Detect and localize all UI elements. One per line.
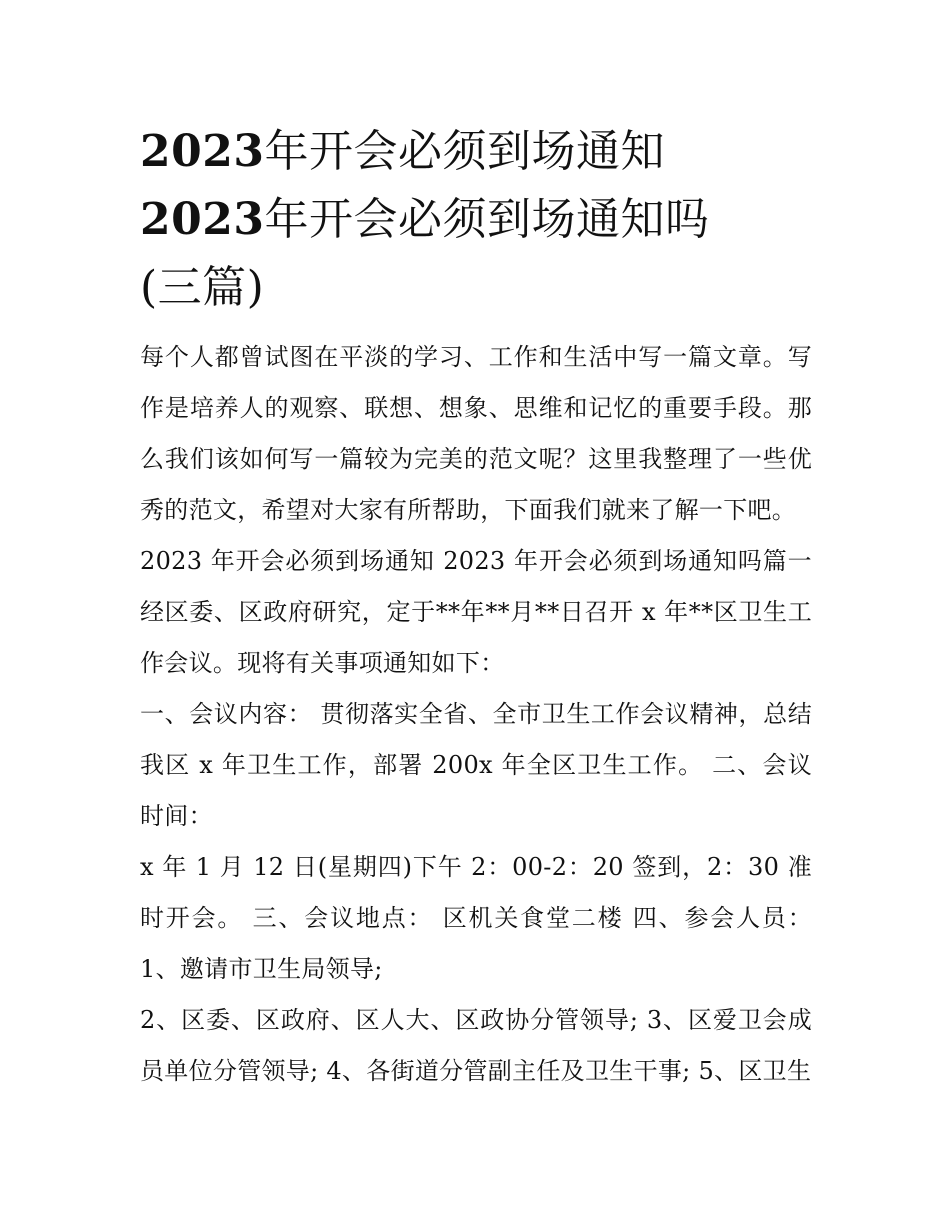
title-year: 2023 (140, 194, 265, 245)
title-line-2 (140, 186, 812, 254)
title-year: 2023 (140, 126, 265, 177)
title-text: 年开会必须到场通知吗 (264, 194, 710, 245)
title-text: 年开会必须到场通知 (264, 126, 665, 177)
title-line-1 (140, 118, 812, 186)
title-text: (三篇) (140, 262, 265, 313)
meeting-time-paragraph: x 年 1 月 12 日(星期四)下午 2：00-2：20 签到，2：30 准时开会。 三、会议地点： 区机关食堂二楼 四、参会人员： 1、邀请市卫生局领导; (140, 853, 812, 983)
document-page (140, 118, 812, 1097)
attendees-paragraph: 2、区委、区政府、区人大、区政协分管领导; 3、区爱卫会成员单位分管领导; 4、各街道分管副主任及卫生干事; 5、区卫生 (140, 1006, 812, 1085)
meeting-content-paragraph: 一、会议内容： 贯彻落实全省、全市卫生工作会议精神，总结我区 x 年卫生工作，部署 200x 年全区卫生工作。 二、会议时间： (140, 700, 812, 830)
intro-paragraph: 每个人都曾试图在平淡的学习、工作和生活中写一篇文章。写作是培养人的观察、联想、想象、思维和记忆的重要手段。那么我们该如何写一篇较为完美的范文呢？这里我整理了一些优秀的范文，希望对大家有所帮助，下面我们就来了解一下吧。 (140, 343, 812, 524)
title-line-3 (140, 254, 812, 322)
document-title (140, 118, 812, 322)
notice-paragraph: 2023 年开会必须到场通知 2023 年开会必须到场通知吗篇一 经区委、区政府研究，定于**年**月**日召开 x 年**区卫生工作会议。现将有关事项通知如下： (140, 547, 812, 677)
